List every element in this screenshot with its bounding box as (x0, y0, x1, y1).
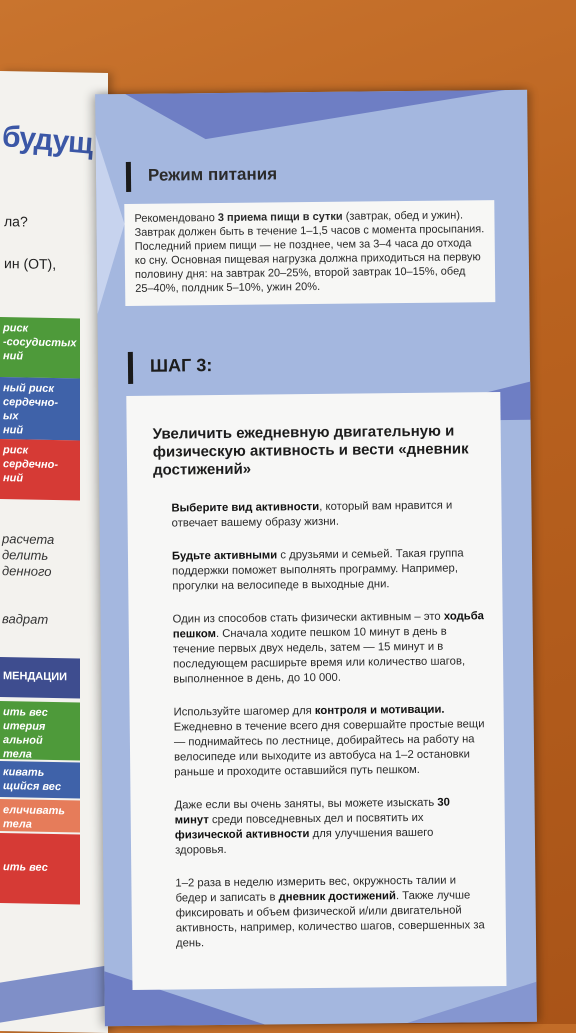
activity-heading: Увеличить ежедневную двигательную и физическую активность и вести «дневник достижений» (152, 422, 469, 479)
section-title: Режим питания (147, 164, 278, 185)
section-marker-bar (126, 162, 131, 192)
step-marker-bar (128, 352, 133, 384)
activity-paragraph: Один из способов стать физически активным – это ходьба пешком. Сначала ходите пешком 10 минут в день в течение первых двух недель, затем — 15 минут и в последующем расширьте время или количество шагов, выполненное в день, до 10 000. (172, 610, 485, 686)
decor-triangle (96, 134, 126, 314)
activity-paragraph: Даже если вы очень заняты, вы можете изыскать 30 минут среди повседневных дел и посвятить их физической активности для улучшения вашего здоровья. (174, 796, 451, 857)
recommendations-band: МЕНДАЦИИ (0, 657, 80, 698)
decor-triangle (406, 982, 536, 1023)
activity-text-box (126, 392, 506, 990)
left-page-italic-text: расчета делить денного (2, 531, 55, 579)
risk-band: риск сердечно- ний (0, 439, 80, 500)
nutrition-text: Рекомендовано 3 приема пищи в сутки (завтрак, обед и ужин). Завтрак должен быть в течение 1–1,5 часов с момента просыпания. Последний прием пищи — не позднее, чем за 3–4 часа до отхода ко сну. Основная пищевая нагрузка должна приходиться на первую половину дня: на завтрак 20–25%, второй завтрак 10–15%, обед 25–40%, полдник 5–10%, ужин 20%. (134, 209, 485, 295)
activity-paragraph: Будьте активными с друзьями и семьей. Такая группа поддержки поможет выполнять программу. Например, прогулки на велосипеде в выходные дни. (171, 547, 464, 593)
main-brochure-page (95, 90, 537, 1026)
activity-paragraph: Выберите вид активности, который вам нравится и отвечает вашему образу жизни. (171, 499, 453, 530)
risk-band: ный риск сердечно- ых ний (0, 377, 80, 440)
activity-paragraph: Используйте шагомер для контроля и мотивации. Ежедневно в течение всего дня совершайте простые вещи — поднимайтесь по лестнице, добирайтесь на работу на велосипеде или выходите из автобуса на 1–2 остановки раньше и проходите оставшийся путь пешком. (173, 703, 485, 779)
left-page-line: ин (ОТ), (4, 255, 57, 273)
recommendation-band: кивать щийся вес (0, 761, 80, 798)
left-page-ribbon (0, 965, 108, 1022)
decor-triangle (125, 90, 505, 140)
step-title: ШАГ 3: (149, 355, 213, 376)
left-page-italic-text: вадрат (2, 611, 49, 627)
left-brochure-page (0, 71, 108, 1033)
nutrition-text-box (124, 200, 495, 306)
recommendation-band: ить вес (0, 833, 80, 904)
left-page-title: будущ (0, 120, 94, 161)
left-page-line: ла? (4, 213, 28, 230)
risk-band: риск -сосудистых ний (0, 317, 80, 378)
recommendation-band: еличивать тела (0, 799, 80, 832)
activity-paragraph: 1–2 раза в неделю измерить вес, окружность талии и бедер и записать в дневник достижений. Также лучше фиксировать и объем физической и/или двигательной активность, например, количество шагов, совершенных за день. (175, 874, 485, 950)
recommendation-band: ить вес итерия альной тела (0, 701, 80, 760)
